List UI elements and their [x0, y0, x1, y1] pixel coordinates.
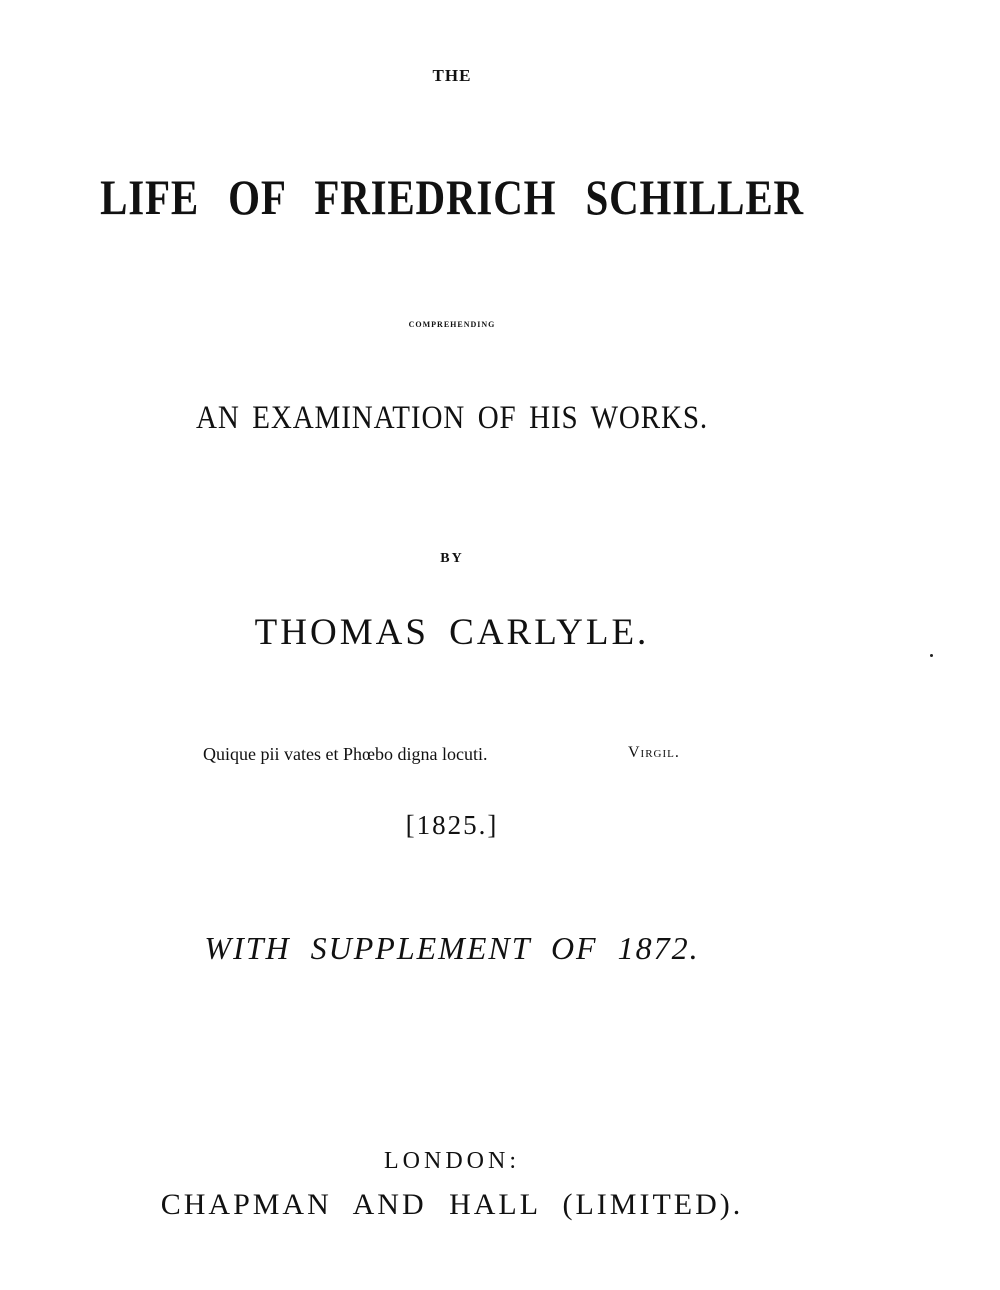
by-label: BY [440, 551, 464, 566]
author-name: THOMAS CARLYLE. [254, 612, 650, 653]
epigraph [0, 744, 1000, 770]
epigraph-attribution: Virgil. [628, 744, 680, 761]
book-title: LIFE OF FRIEDRICH SCHILLER [100, 169, 804, 225]
supplement-note: WITH SUPPLEMENT OF 1872. [204, 930, 700, 966]
original-year: [1825.] [405, 810, 499, 840]
imprint-city: LONDON: [384, 1148, 520, 1174]
print-speck [930, 654, 933, 657]
comprehending-label: comprehending [408, 316, 496, 330]
imprint-publisher: CHAPMAN AND HALL (LIMITED). [160, 1188, 744, 1221]
epigraph-quote: Quique pii vates et Phœbo digna locuti. [203, 744, 488, 764]
title-article: THE [432, 66, 472, 85]
book-subtitle: AN EXAMINATION OF HIS WORKS. [195, 400, 708, 436]
